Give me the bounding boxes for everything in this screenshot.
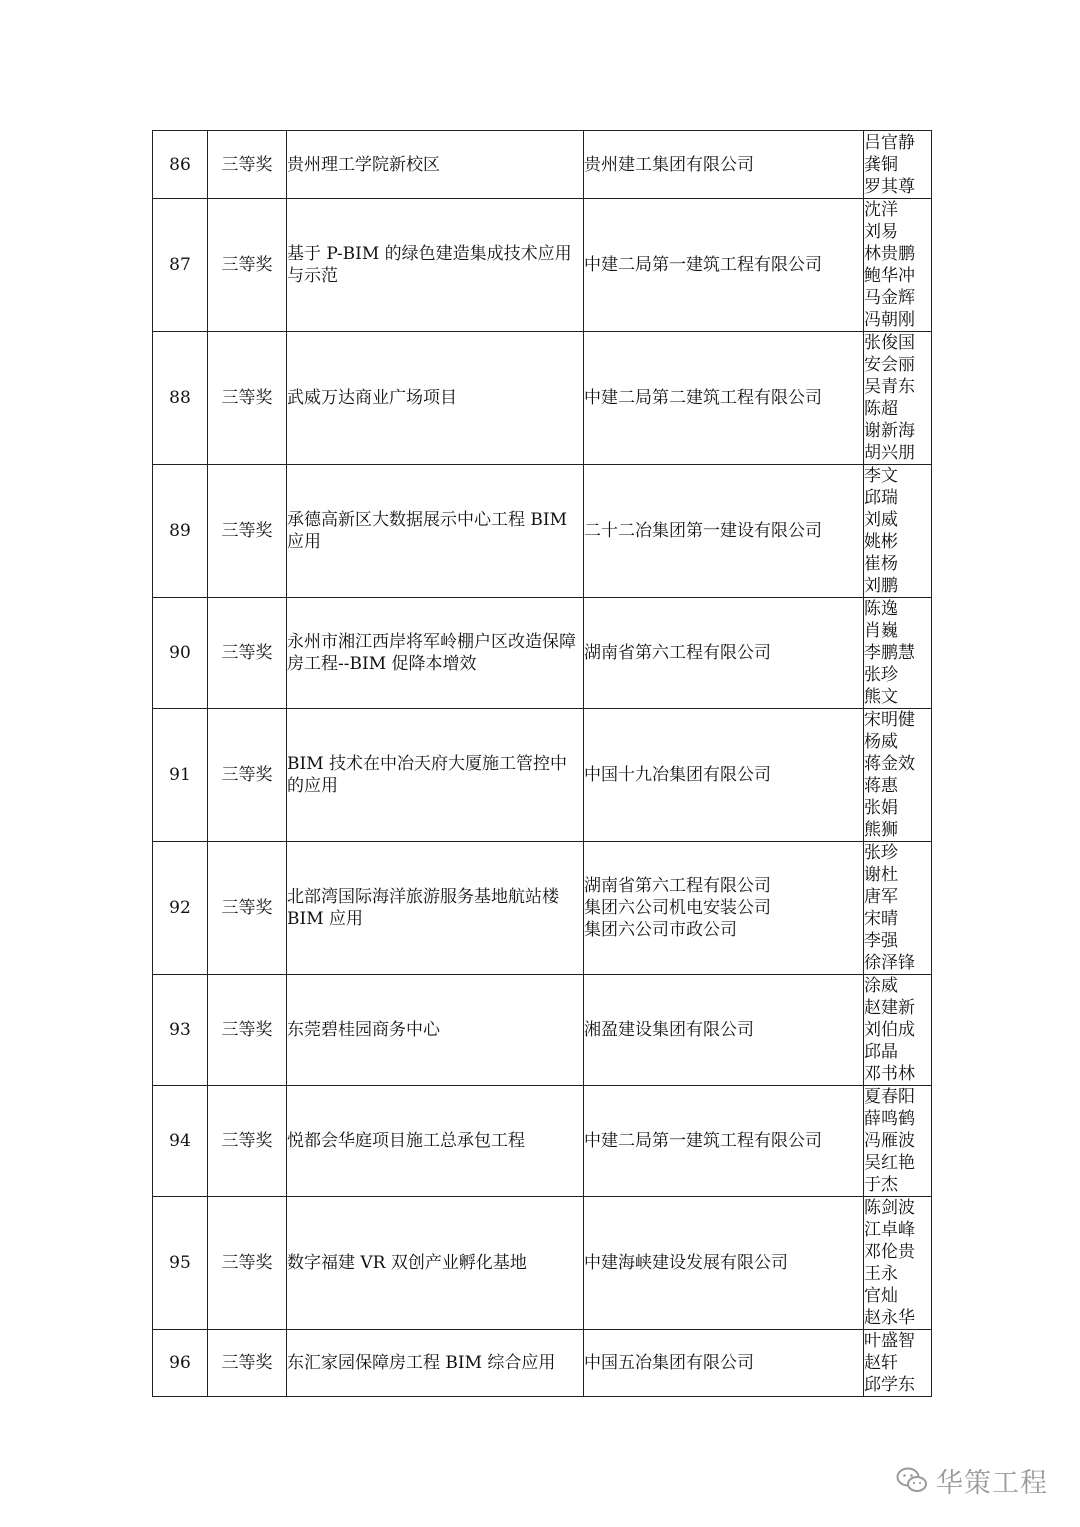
- award-level: 三等奖: [208, 1197, 287, 1330]
- project-name: 悦都会华庭项目施工总承包工程: [287, 1086, 584, 1197]
- table-row: [153, 1197, 932, 1330]
- person-name: 蒋金效: [864, 754, 915, 774]
- person-name: 熊文: [864, 687, 898, 707]
- person-name: 赵轩: [864, 1353, 898, 1373]
- organization: [584, 199, 864, 332]
- watermark-text: 华策工程: [936, 1467, 1048, 1499]
- person-name: 邱瑞: [864, 488, 898, 508]
- person-name: 沈洋: [864, 200, 898, 220]
- project-name: 东莞碧桂园商务中心: [287, 975, 584, 1086]
- person-name: 刘鹏: [864, 576, 898, 596]
- person-name: 宋明健: [864, 710, 915, 730]
- organization-line: 二十二冶集团第一建设有限公司: [584, 521, 822, 541]
- project-name: 永州市湘江西岸将军岭棚户区改造保障房工程--BIM 促降本增效: [287, 598, 584, 709]
- person-name: 徐泽锋: [864, 953, 915, 973]
- person-name: 龚铜: [864, 154, 898, 175]
- project-name: 武威万达商业广场项目: [287, 332, 584, 465]
- person-name: 胡兴朋: [864, 443, 915, 463]
- organization: [584, 975, 864, 1086]
- person-name: 安会丽: [864, 355, 915, 375]
- project-name: BIM 技术在中冶天府大厦施工管控中的应用: [287, 709, 584, 842]
- person-name: 李鹏慧: [864, 643, 915, 663]
- person-name: 邓伦贵: [864, 1242, 915, 1262]
- organization: [584, 131, 864, 199]
- person-name: 薛鸣鹤: [864, 1109, 915, 1129]
- award-level: 三等奖: [208, 332, 287, 465]
- row-number: 95: [153, 1197, 208, 1330]
- award-level: 三等奖: [208, 975, 287, 1086]
- people-list: [864, 1197, 932, 1330]
- award-level: 三等奖: [208, 598, 287, 709]
- organization-line: 中国五冶集团有限公司: [584, 1353, 754, 1373]
- person-name: 鲍华冲: [864, 266, 915, 286]
- project-name: 东汇家园保障房工程 BIM 综合应用: [287, 1330, 584, 1397]
- row-number: 93: [153, 975, 208, 1086]
- organization: [584, 1086, 864, 1197]
- project-name: 承德高新区大数据展示中心工程 BIM 应用: [287, 465, 584, 598]
- person-name: 马金辉: [864, 288, 915, 308]
- row-number: 96: [153, 1330, 208, 1397]
- person-name: 谢杜: [864, 865, 898, 885]
- person-name: 张俊国: [864, 333, 915, 353]
- person-name: 陈超: [864, 399, 898, 419]
- person-name: 李强: [864, 931, 898, 951]
- person-name: 熊狮: [864, 820, 898, 840]
- organization-line: 中建二局第一建筑工程有限公司: [584, 1131, 822, 1151]
- row-number: 91: [153, 709, 208, 842]
- award-level: 三等奖: [208, 199, 287, 332]
- award-level: 三等奖: [208, 1330, 287, 1397]
- organization: [584, 709, 864, 842]
- row-number: 88: [153, 332, 208, 465]
- row-number: 89: [153, 465, 208, 598]
- person-name: 刘威: [864, 510, 898, 530]
- table-row: [153, 199, 932, 332]
- award-level: 三等奖: [208, 465, 287, 598]
- organization-line: 湖南省第六工程有限公司: [584, 643, 771, 663]
- table-row: [153, 709, 932, 842]
- organization-line: 集团六公司市政公司: [584, 920, 737, 940]
- row-number: 90: [153, 598, 208, 709]
- organization-line: 湖南省第六工程有限公司: [584, 876, 771, 896]
- people-list: [864, 332, 932, 465]
- person-name: 涂威: [864, 976, 898, 996]
- watermark: [896, 1460, 1048, 1500]
- project-name: 北部湾国际海洋旅游服务基地航站楼 BIM 应用: [287, 842, 584, 975]
- person-name: 林贵鹏: [864, 244, 915, 264]
- people-list: [864, 598, 932, 709]
- organization: [584, 332, 864, 465]
- wechat-icon: [896, 1466, 928, 1494]
- award-level: 三等奖: [208, 131, 287, 199]
- person-name: 邱学东: [864, 1375, 915, 1395]
- people-list: [864, 1330, 932, 1397]
- row-number: 94: [153, 1086, 208, 1197]
- organization-line: 集团六公司机电安装公司: [584, 898, 771, 918]
- person-name: 邓书林: [864, 1064, 915, 1084]
- person-name: 李文: [864, 466, 898, 486]
- person-name: 杨威: [864, 732, 898, 752]
- person-name: 陈剑波: [864, 1198, 915, 1218]
- organization-line: 贵州建工集团有限公司: [584, 154, 754, 175]
- organization-line: 湘盈建设集团有限公司: [584, 1020, 754, 1040]
- people-list: [864, 465, 932, 598]
- person-name: 肖巍: [864, 621, 898, 641]
- row-number: 86: [153, 131, 208, 199]
- project-name: 贵州理工学院新校区: [287, 131, 584, 199]
- people-list: [864, 1086, 932, 1197]
- organization-line: 中建海峡建设发展有限公司: [584, 1253, 788, 1273]
- person-name: 吴红艳: [864, 1153, 915, 1173]
- person-name: 冯雁波: [864, 1131, 915, 1151]
- table-row: [153, 332, 932, 465]
- organization: [584, 1330, 864, 1397]
- person-name: 刘伯成: [864, 1020, 915, 1040]
- project-name: 基于 P-BIM 的绿色建造集成技术应用与示范: [287, 199, 584, 332]
- organization-line: 中建二局第一建筑工程有限公司: [584, 255, 822, 275]
- person-name: 罗其尊: [864, 176, 915, 197]
- organization-line: 中建二局第二建筑工程有限公司: [584, 388, 822, 408]
- person-name: 吴青东: [864, 377, 915, 397]
- people-list: [864, 199, 932, 332]
- table-row: [153, 842, 932, 975]
- person-name: 刘易: [864, 222, 898, 242]
- organization: [584, 465, 864, 598]
- person-name: 叶盛智: [864, 1331, 915, 1351]
- people-list: [864, 131, 932, 199]
- award-level: 三等奖: [208, 842, 287, 975]
- organization-line: 中国十九冶集团有限公司: [584, 765, 771, 785]
- person-name: 张珍: [864, 843, 898, 863]
- people-list: [864, 709, 932, 842]
- person-name: 赵建新: [864, 998, 915, 1018]
- project-name: 数字福建 VR 双创产业孵化基地: [287, 1197, 584, 1330]
- table-row: [153, 598, 932, 709]
- person-name: 邱晶: [864, 1042, 898, 1062]
- award-level: 三等奖: [208, 709, 287, 842]
- person-name: 于杰: [864, 1175, 898, 1195]
- person-name: 蒋惠: [864, 776, 898, 796]
- person-name: 王永: [864, 1264, 898, 1284]
- person-name: 夏春阳: [864, 1087, 915, 1107]
- person-name: 陈逸: [864, 599, 898, 619]
- people-list: [864, 842, 932, 975]
- person-name: 赵永华: [864, 1308, 915, 1328]
- people-list: [864, 975, 932, 1086]
- person-name: 吕官静: [864, 132, 915, 153]
- table-row: [153, 975, 932, 1086]
- table-row: [153, 465, 932, 598]
- person-name: 谢新海: [864, 421, 915, 441]
- organization: [584, 1197, 864, 1330]
- person-name: 江卓峰: [864, 1220, 915, 1240]
- award-level: 三等奖: [208, 1086, 287, 1197]
- person-name: 张珍: [864, 665, 898, 685]
- person-name: 张娟: [864, 798, 898, 818]
- row-number: 87: [153, 199, 208, 332]
- person-name: 冯朝刚: [864, 310, 915, 330]
- person-name: 姚彬: [864, 532, 898, 552]
- awards-table-body: [153, 131, 932, 1397]
- row-number: 92: [153, 842, 208, 975]
- person-name: 唐军: [864, 887, 898, 907]
- table-row: [153, 1330, 932, 1397]
- person-name: 官灿: [864, 1286, 898, 1306]
- organization: [584, 842, 864, 975]
- person-name: 宋晴: [864, 909, 898, 929]
- person-name: 崔杨: [864, 554, 898, 574]
- awards-table: [152, 130, 932, 1397]
- organization: [584, 598, 864, 709]
- table-row: [153, 131, 932, 199]
- table-row: [153, 1086, 932, 1197]
